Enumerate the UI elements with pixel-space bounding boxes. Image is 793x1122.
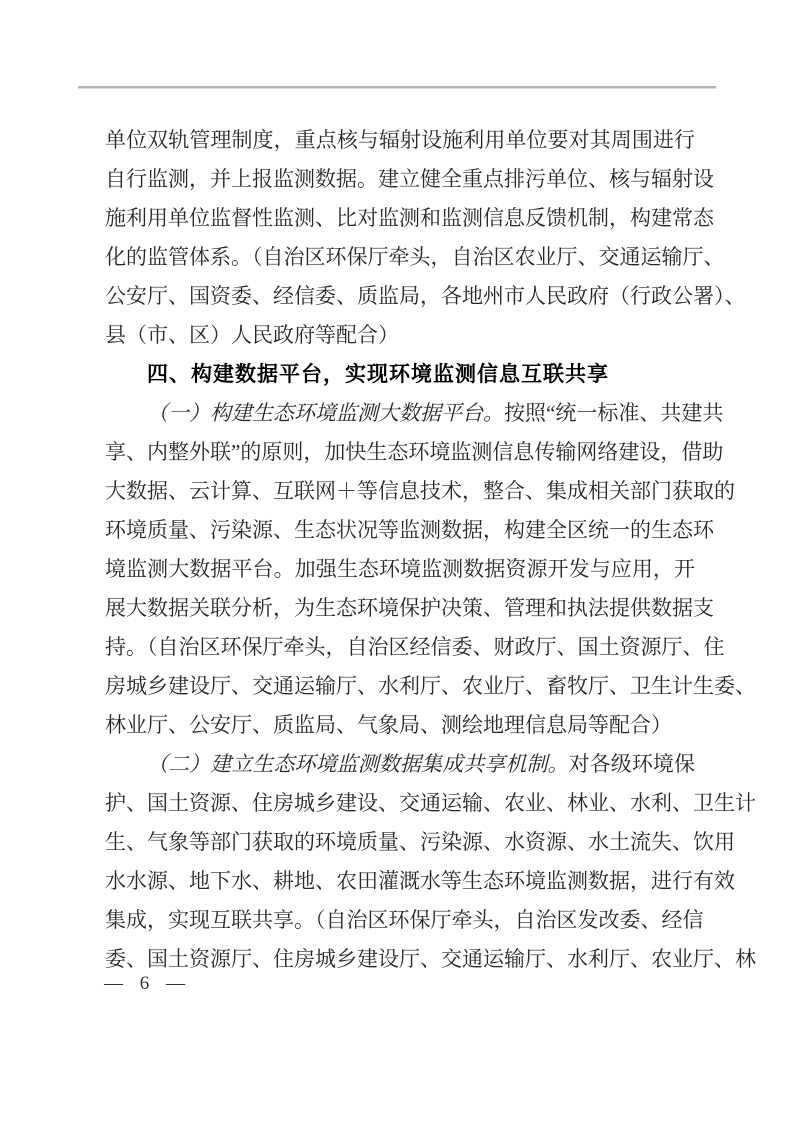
text-segment: 享、内整外联”的原则，加快生态环境监测信息传输网络建设，借助 xyxy=(105,440,724,464)
text-line xyxy=(105,238,725,277)
text-segment: （二）建立生态环境监测数据集成共享机制。 xyxy=(147,752,569,776)
text-segment: 展大数据关联分析，为生态环境保护决策、管理和执法提供数据支 xyxy=(105,596,714,620)
text-segment: 护、国土资源、住房城乡建设、交通运输、农业、林业、水利、卫生计 xyxy=(105,791,756,815)
text-segment: （一）构建生态环境监测大数据平台。 xyxy=(147,401,504,425)
text-line xyxy=(105,745,695,784)
text-segment: 委、国土资源厅、住房城乡建设厅、交通运输厅、水利厅、农业厅、林 xyxy=(105,947,756,971)
text-segment: 持。（自治区环保厅牵头，自治区经信委、财政厅、国土资源厅、住 xyxy=(105,635,725,659)
text-line xyxy=(105,511,714,550)
text-segment: 对各级环境保 xyxy=(568,752,696,776)
text-segment: 境监测大数据平台。加强生态环境监测数据资源开发与应用，开 xyxy=(105,557,695,581)
section-heading xyxy=(105,355,695,394)
text-segment: 单位双轨管理制度，重点核与辐射设施利用单位要对其周围进行 xyxy=(105,128,695,152)
text-segment: 施利用单位监督性监测、比对监测和监测信息反馈机制，构建常态 xyxy=(105,206,714,230)
text-segment: 房城乡建设厅、交通运输厅、水利厅、农业厅、畜牧厅、卫生计生委、 xyxy=(105,674,756,698)
text-line xyxy=(105,121,695,160)
text-line xyxy=(105,550,695,589)
text-line xyxy=(105,394,724,433)
text-line xyxy=(105,667,756,706)
text-line xyxy=(105,589,714,628)
text-segment: 集成，实现互联共享。（自治区环保厅牵头，自治区发改委、经信 xyxy=(105,908,704,932)
text-segment: 四、构建数据平台，实现环境监测信息互联共享 xyxy=(147,363,609,386)
text-segment: 按照“统一标准、共建共 xyxy=(504,401,724,425)
header-rule xyxy=(78,86,716,88)
text-line xyxy=(105,433,724,472)
text-segment: 水水源、地下水、耕地、农田灌溉水等生态环境监测数据，进行有效 xyxy=(105,869,735,893)
text-line xyxy=(105,316,695,355)
text-line xyxy=(105,901,704,940)
page-number: — 6 — xyxy=(104,973,191,994)
text-segment: 环境质量、污染源、生态状况等监测数据，构建全区统一的生态环 xyxy=(105,518,714,542)
text-line xyxy=(105,628,725,667)
text-segment: 县（市、区）人民政府等配合） xyxy=(105,323,399,347)
text-segment: 公安厅、国资委、经信委、质监局，各地州市人民政府（行政公署）、 xyxy=(105,284,746,308)
text-segment: 生、气象等部门获取的环境质量、污染源、水资源、水土流失、饮用 xyxy=(105,830,735,854)
text-line xyxy=(105,277,746,316)
text-line xyxy=(105,472,735,511)
text-line xyxy=(105,199,714,238)
text-segment: 化的监管体系。（自治区环保厅牵头，自治区农业厅、交通运输厅、 xyxy=(105,245,725,269)
text-segment: 林业厅、公安厅、质监局、气象局、测绘地理信息局等配合） xyxy=(105,713,672,737)
text-line xyxy=(105,940,756,979)
text-line xyxy=(105,706,695,745)
text-line xyxy=(105,823,735,862)
text-line xyxy=(105,862,735,901)
text-segment: 自行监测，并上报监测数据。建立健全重点排污单位、核与辐射设 xyxy=(105,167,714,191)
text-line xyxy=(105,160,714,199)
text-line xyxy=(105,784,756,823)
document-text-block xyxy=(105,121,756,979)
text-segment: 大数据、云计算、互联网＋等信息技术，整合、集成相关部门获取的 xyxy=(105,479,735,503)
